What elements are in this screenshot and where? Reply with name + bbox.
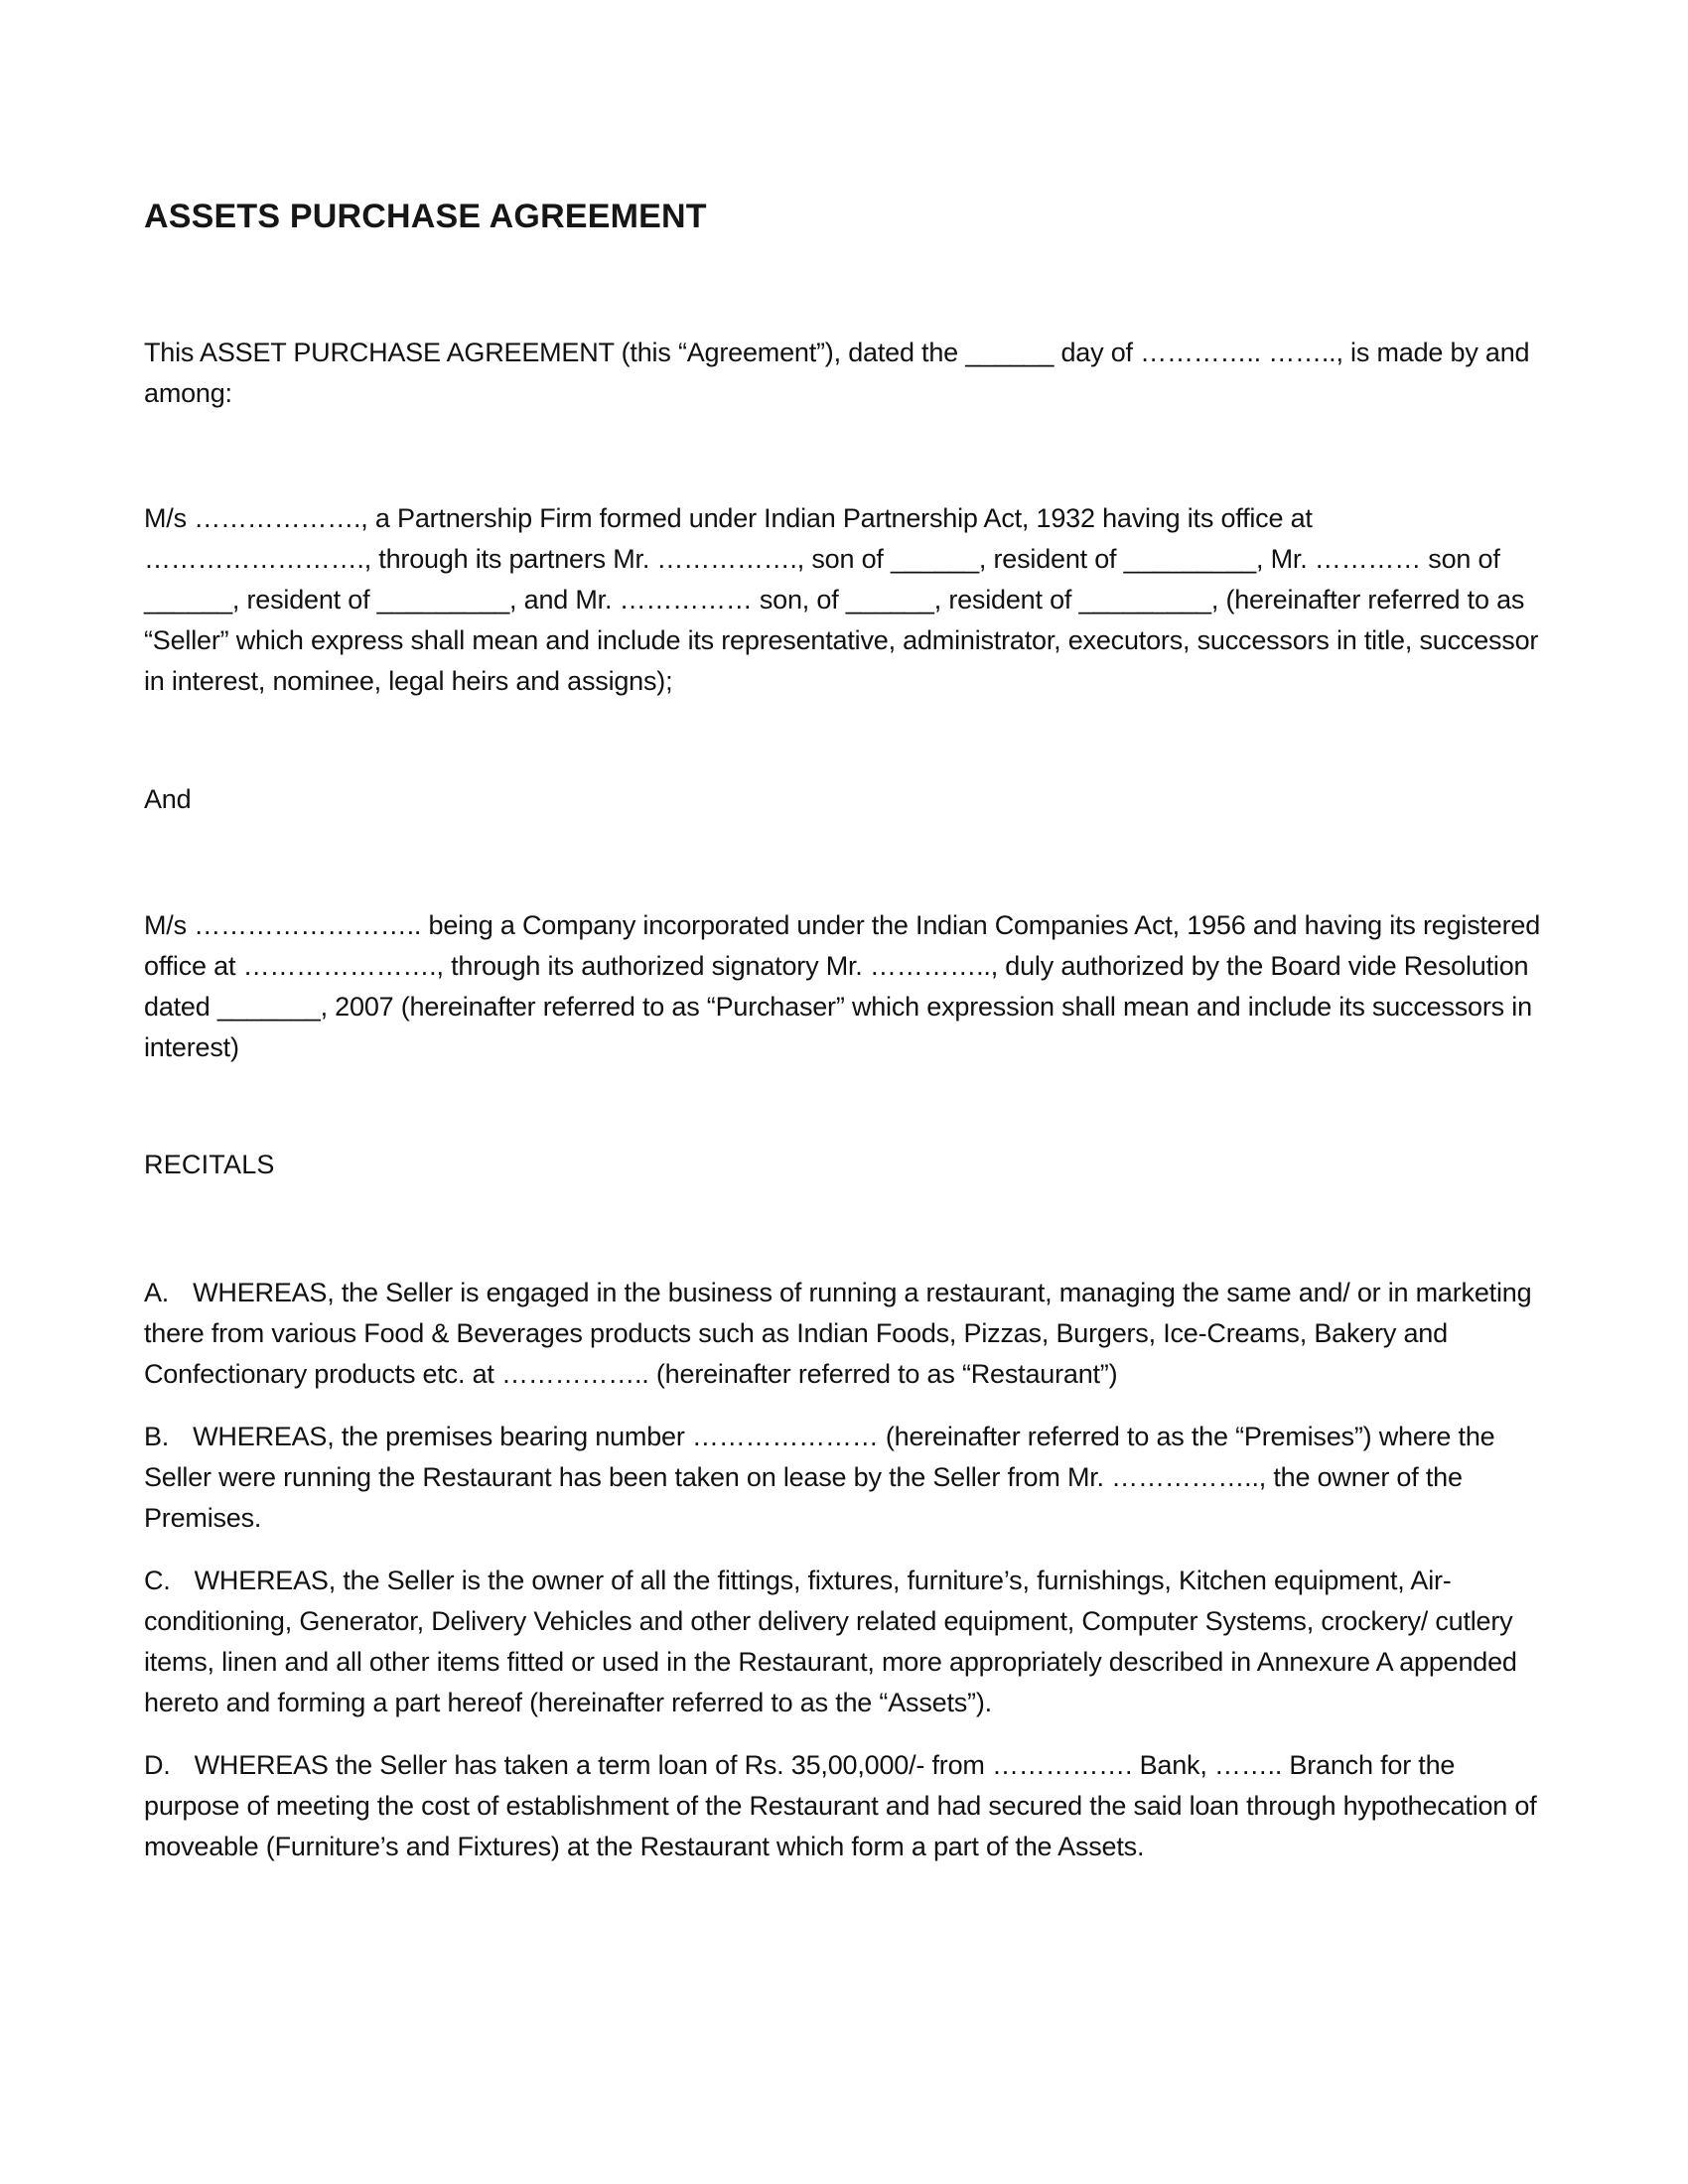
- recital-item-a: [144, 1273, 1544, 1395]
- recital-text-a: WHEREAS, the Seller is engaged in the business of running a restaurant, managing the same and/ or in marketing there from various Food & Beverages products such as Indian Foods, Pizzas, Burgers, Ice-Creams, Bakery and Confectionary products etc. at …………….. (hereinafter referred to as “Restaurant”): [144, 1278, 1532, 1389]
- recital-text-b: WHEREAS, the premises bearing number ………………… (hereinafter referred to as the “Premises”) where the Seller were running the Restaurant has been taken on lease by the Seller from Mr. …………….., the owner of the Premises.: [144, 1422, 1495, 1533]
- recitals-heading: RECITALS: [144, 1150, 275, 1179]
- recital-item-c: [144, 1561, 1544, 1723]
- purchaser-party-paragraph: M/s …………………….. being a Company incorporated under the Indian Companies Act, 1956 and having its registered office at …………………., through its authorized signatory Mr. ………….., duly authorized by the Board vide Resolution dated _______, 2007 (hereinafter referred to as “Purchaser” which expression shall mean and include its successors in interest): [144, 910, 1541, 1062]
- recital-label-c: C.: [144, 1566, 171, 1595]
- recital-item-b: [144, 1417, 1544, 1539]
- recital-label-a: A.: [144, 1278, 170, 1307]
- intro-paragraph: This ASSET PURCHASE AGREEMENT (this “Agreement”), dated the ______ day of ………….. …….., is made by and among:: [144, 338, 1530, 408]
- parties-connector: And: [144, 784, 192, 814]
- document-title: ASSETS PURCHASE AGREEMENT: [144, 198, 707, 235]
- recital-text-c: WHEREAS, the Seller is the owner of all the fittings, fixtures, furniture’s, furnishings, Kitchen equipment, Air-conditioning, Generator, Delivery Vehicles and other delivery related equipment, Computer Systems, crockery/ cutlery items, linen and all other items fitted or used in the Restaurant, more appropriately described in Annexure A appended hereto and forming a part hereof (hereinafter referred to as the “Assets”).: [144, 1566, 1517, 1717]
- recital-item-d: [144, 1745, 1544, 1867]
- recital-label-b: B.: [144, 1422, 170, 1451]
- recital-label-d: D.: [144, 1750, 171, 1780]
- seller-party-paragraph: M/s ………………., a Partnership Firm formed under Indian Partnership Act, 1932 having its office at ……………………., through its partners Mr. ……………., son of ______, resident of _________, Mr. ………… son of ______, resident of _________, and Mr. …………… son, of ______, resident of _________, (hereinafter referred to as “Seller” which express shall mean and include its representative, administrator, executors, successors in title, successor in interest, nominee, legal heirs and assigns);: [144, 503, 1539, 696]
- recital-text-d: WHEREAS the Seller has taken a term loan of Rs. 35,00,000/- from ……………. Bank, …….. Branch for the purpose of meeting the cost of establishment of the Restaurant and had secured the said loan through hypothecation of moveable (Furniture’s and Fixtures) at the Restaurant which form a part of the Assets.: [144, 1750, 1537, 1861]
